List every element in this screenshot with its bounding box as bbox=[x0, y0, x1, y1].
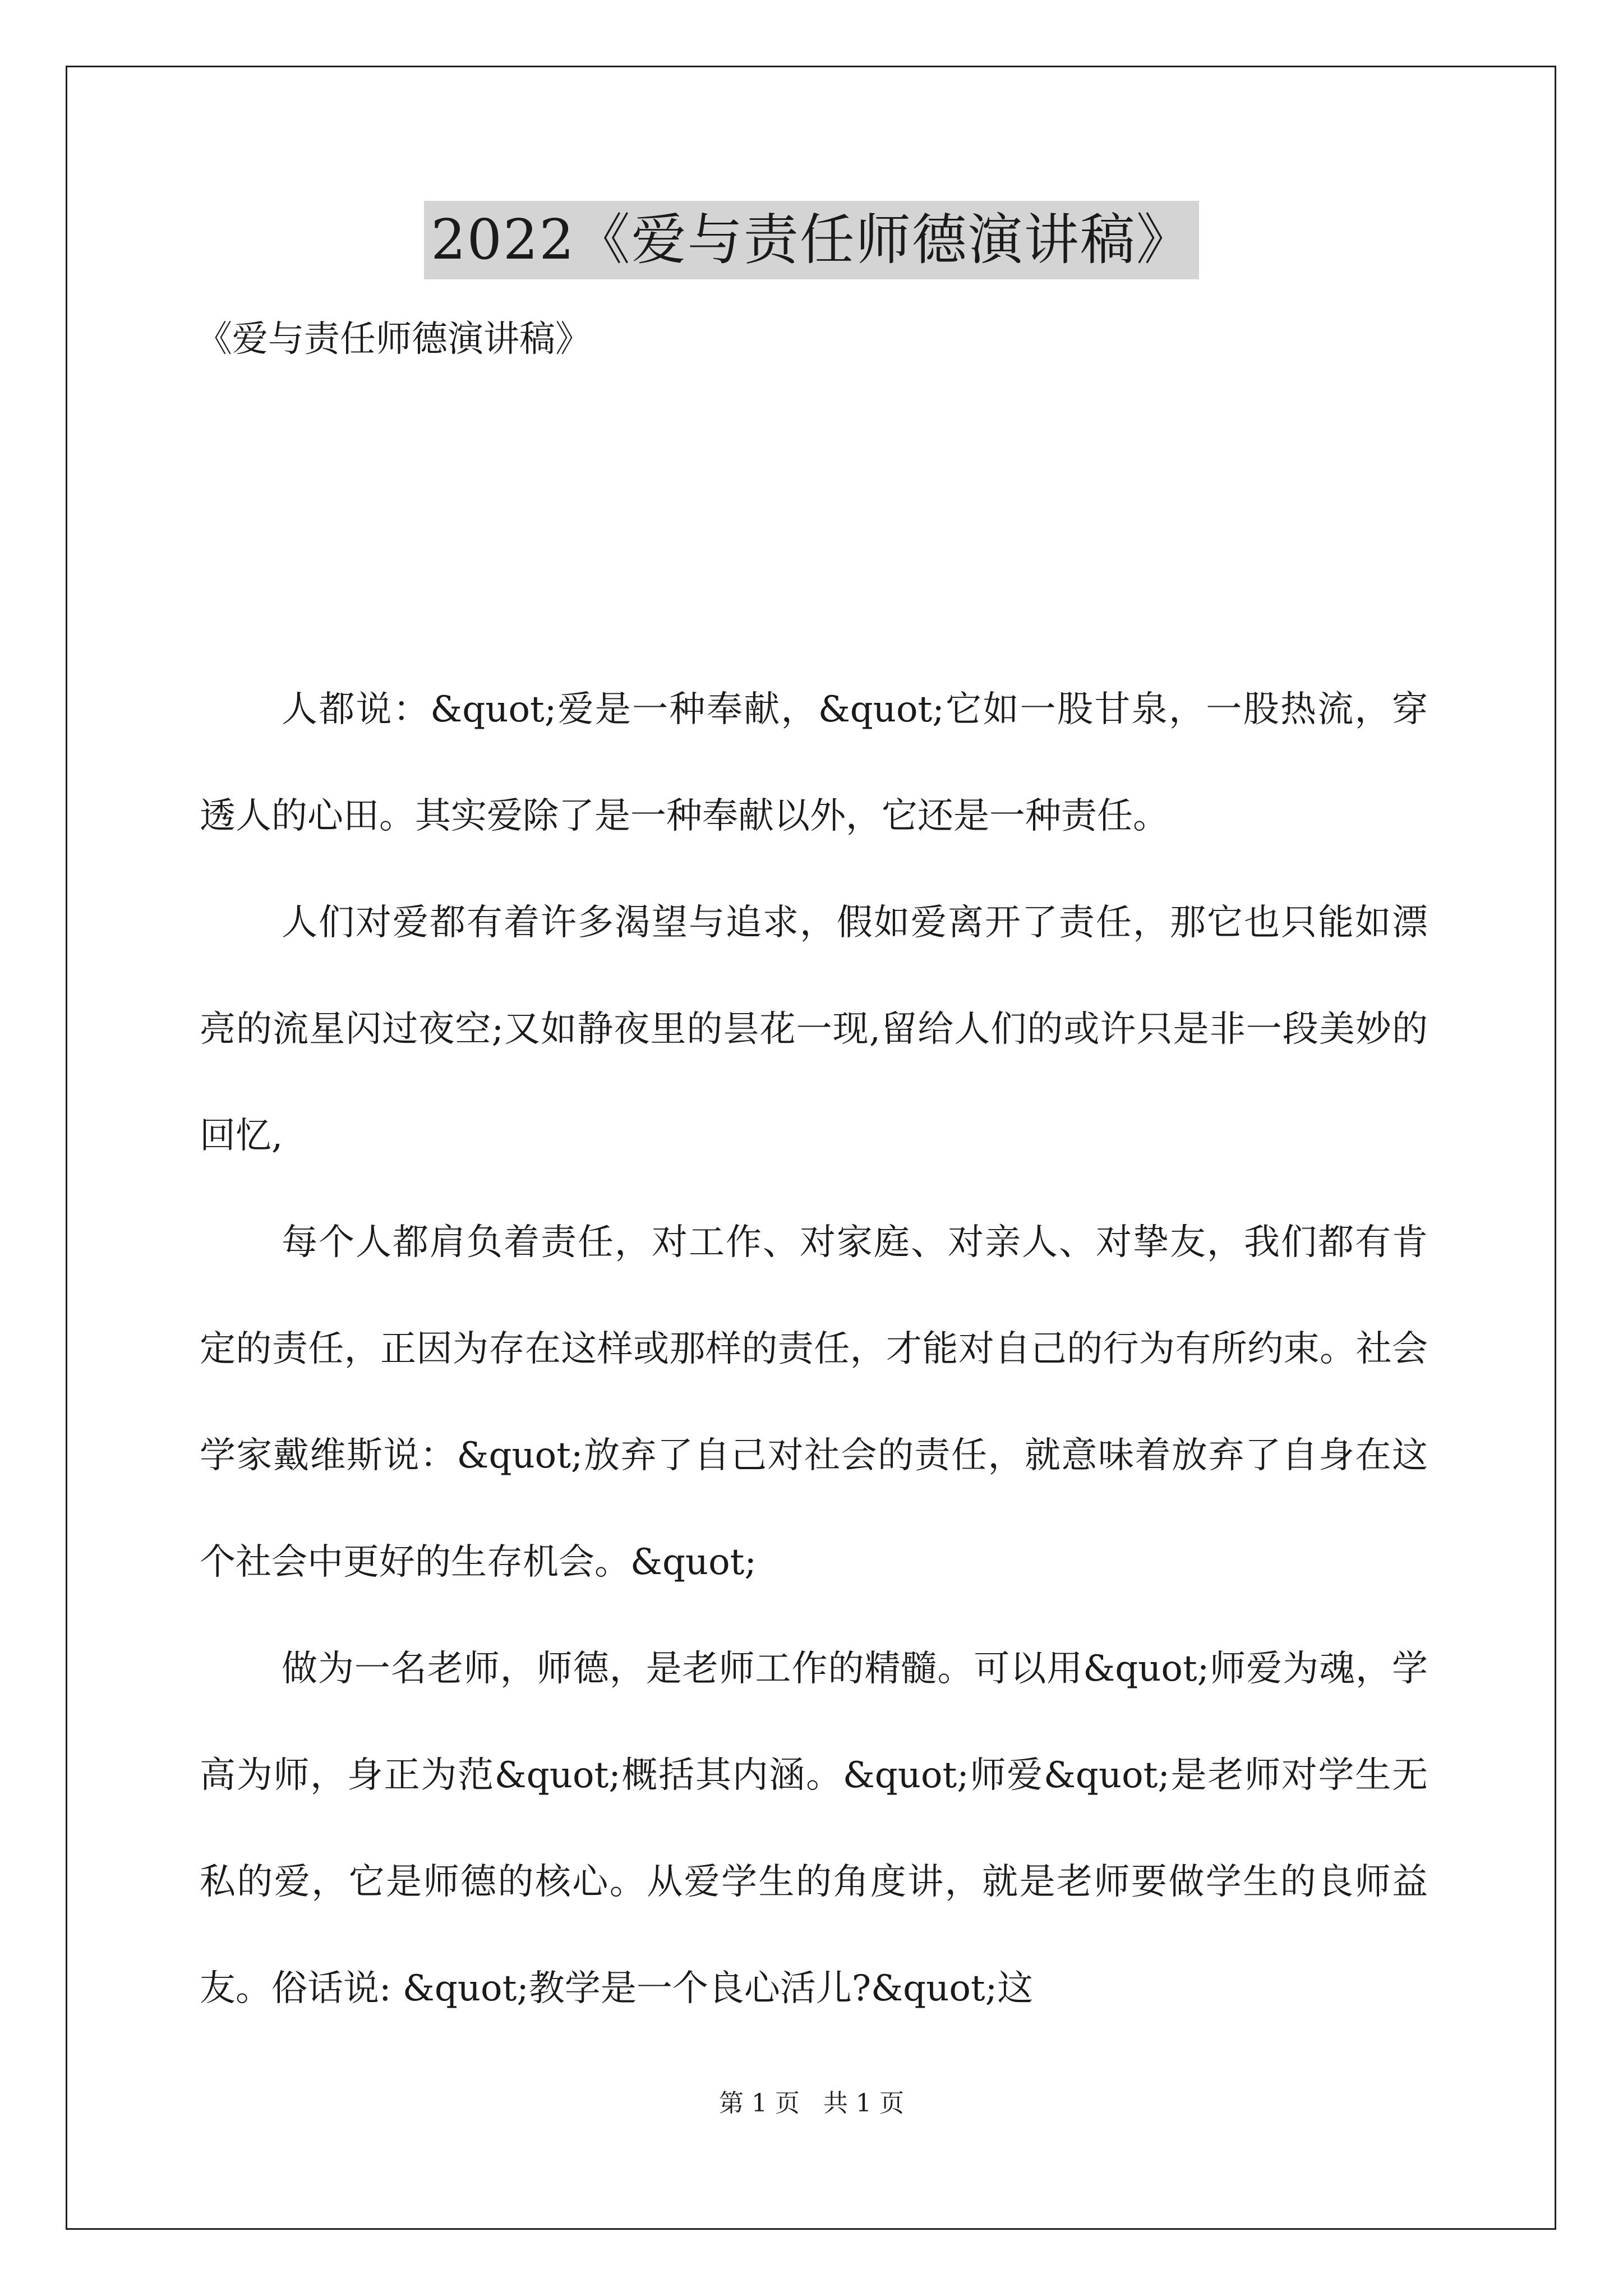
paragraph: 做为一名老师，师德，是老师工作的精髓。可以用&quot;师爱为魂，学高为师，身正为范&quot;概括其内涵。&quot;师爱&quot;是老师对学生无私的爱，它是师德的核心。从爱学生的角度讲，就是老师要做学生的良师益友。俗话说: &quot;教学是一个良心活儿?&quot;这 bbox=[200, 1648, 1428, 2009]
document-subtitle: 《爱与责任师德演讲稿》 bbox=[196, 319, 591, 360]
document-title: 2022《爱与责任师德演讲稿》 bbox=[424, 201, 1198, 279]
page-footer: 第 1 页 共 1 页 bbox=[719, 2089, 904, 2118]
paragraph: 每个人都肩负着责任，对工作、对家庭、对亲人、对挚友，我们都有肯定的责任，正因为存在这样或那样的责任，才能对自己的行为有所约束。社会学家戴维斯说：&quot;放弃了自己对社会的责任，就意味着放弃了自身在这个社会中更好的生存机会。&quot; bbox=[200, 1222, 1428, 1583]
paragraph: 人都说：&quot;爱是一种奉献，&quot;它如一股甘泉，一股热流，穿透人的心田。其实爱除了是一种奉献以外，它还是一种责任。 bbox=[200, 689, 1428, 837]
title-container bbox=[0, 201, 1623, 279]
paragraph: 人们对爱都有着许多渴望与追求，假如爱离开了责任，那它也只能如漂亮的流星闪过夜空;又如静夜里的昙花一现,留给人们的或许只是非一段美妙的回忆, bbox=[200, 902, 1428, 1157]
document-body bbox=[200, 656, 1428, 2042]
